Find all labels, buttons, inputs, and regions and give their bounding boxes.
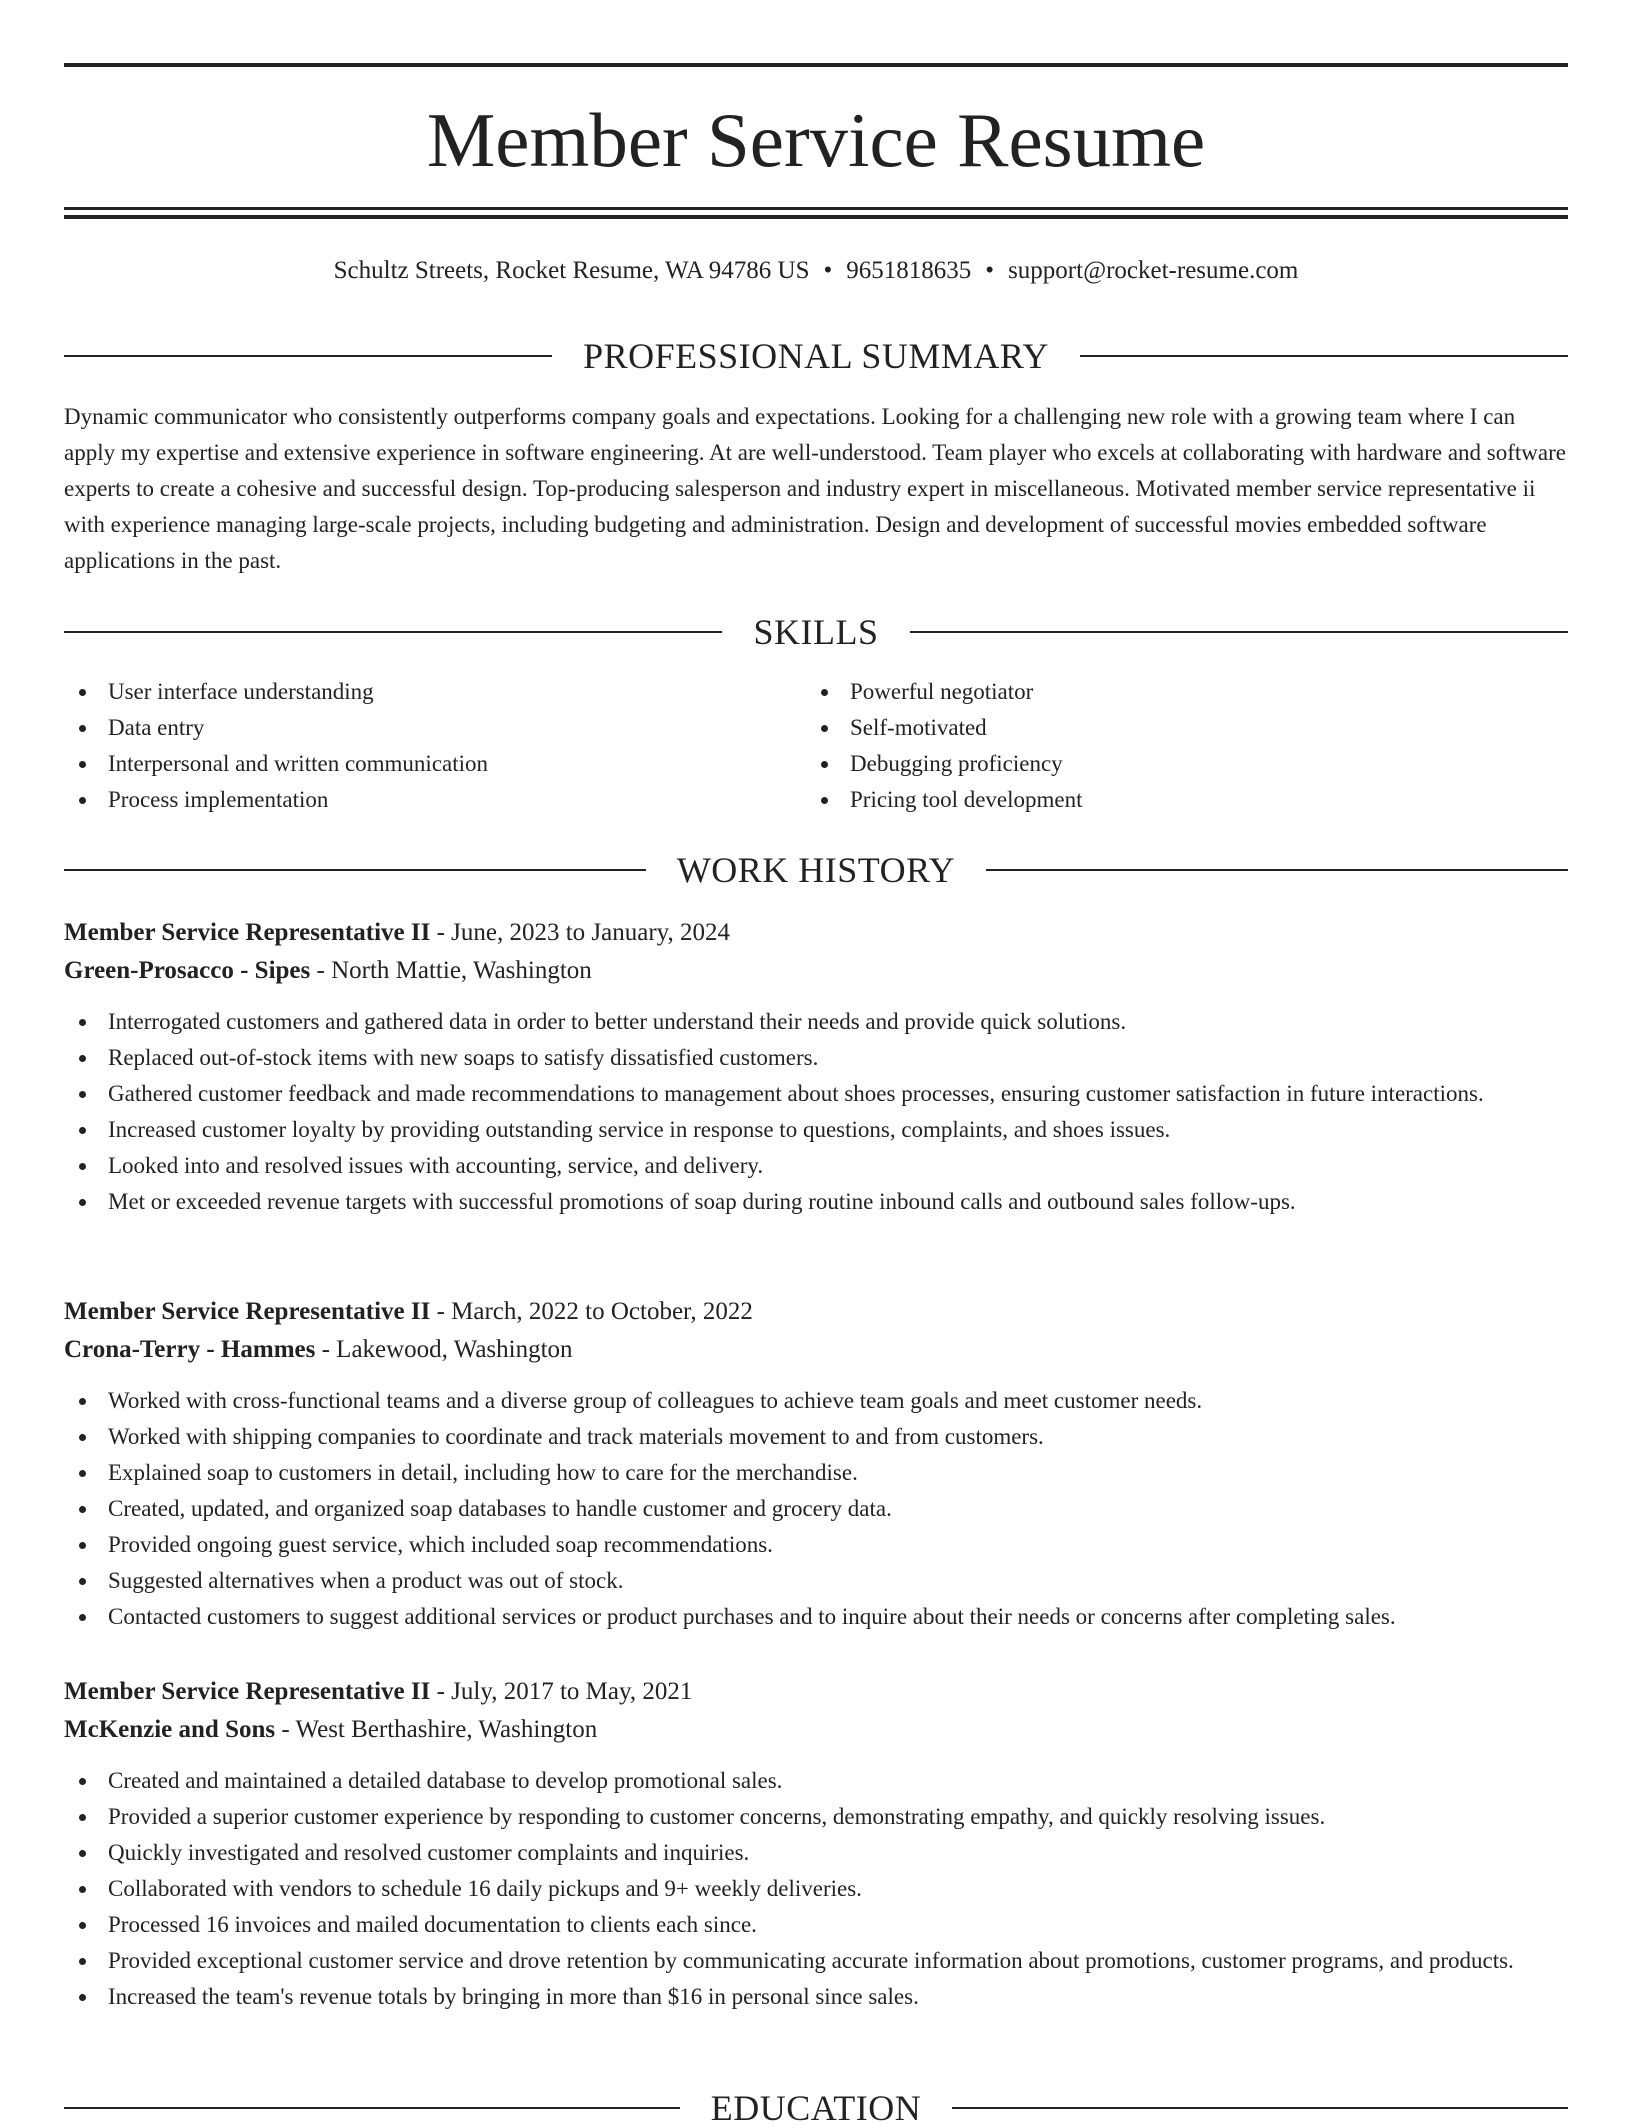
job-location: - Lakewood, Washington <box>315 1336 573 1363</box>
job-duty: Increased customer loyalty by providing outstanding service in response to questions, complaints, and shoes issues. <box>64 1112 1568 1148</box>
skill-item: User interface understanding <box>64 674 764 710</box>
skill-item: Interpersonal and written communication <box>64 746 764 782</box>
job-duty: Created, updated, and organized soap databases to handle customer and grocery data. <box>64 1491 1568 1527</box>
job-company-line <box>64 952 1568 990</box>
job-duty: Provided a superior customer experience by responding to customer concerns, demonstrating empathy, and quickly resolving issues. <box>64 1799 1568 1835</box>
skills-list <box>64 674 764 818</box>
section-heading-summary <box>64 336 1568 376</box>
section-title: EDUCATION <box>710 2088 922 2128</box>
section-title: SKILLS <box>753 612 879 652</box>
job-entry <box>64 914 1568 1220</box>
job-entry <box>64 1293 1568 1635</box>
job-company: McKenzie and Sons <box>64 1716 276 1743</box>
skills-column-right <box>806 674 1506 818</box>
job-title: Member Service Representative II <box>64 1298 431 1325</box>
job-dates: - June, 2023 to January, 2024 <box>430 919 731 946</box>
job-duty: Gathered customer feedback and made recommendations to management about shoes processes, ensuring customer satisfaction in future interactions. <box>64 1076 1568 1112</box>
job-duty: Contacted customers to suggest additional services or product purchases and to inquire about their needs or concerns after completing sales. <box>64 1599 1568 1635</box>
skills-list <box>806 674 1506 818</box>
section-title: WORK HISTORY <box>676 850 956 890</box>
skill-item: Process implementation <box>64 782 764 818</box>
job-location: - North Mattie, Washington <box>310 957 592 984</box>
job-duty: Explained soap to customers in detail, including how to care for the merchandise. <box>64 1455 1568 1491</box>
job-duties-list <box>64 1763 1568 2015</box>
contact-email[interactable]: support@rocket-resume.com <box>1008 257 1299 284</box>
skill-item: Self-motivated <box>806 710 1506 746</box>
section-heading-education <box>64 2088 1568 2128</box>
job-duty: Created and maintained a detailed database to develop promotional sales. <box>64 1763 1568 1799</box>
job-duty: Provided exceptional customer service and drove retention by communicating accurate information about promotions, customer programs, and products. <box>64 1943 1568 1979</box>
skills-column-left <box>64 674 764 818</box>
job-duty: Looked into and resolved issues with accounting, service, and delivery. <box>64 1148 1568 1184</box>
job-title-line <box>64 914 1568 952</box>
section-heading-skills <box>64 612 1568 652</box>
summary-text: Dynamic communicator who consistently outperforms company goals and expectations. Looking for a challenging new role with a growing team where I can apply my expertise and extensive experience in software engineering. At are well-understood. Team player who excels at collaborating with hardware and software experts to create a cohesive and successful design. Top-producing salesperson and industry expert in miscellaneous. Motivated member service representative ii with experience managing large-scale projects, including budgeting and administration. Design and development of successful movies embedded software applications in the past. <box>64 404 1566 573</box>
job-dates: - July, 2017 to May, 2021 <box>430 1678 693 1705</box>
section-title: PROFESSIONAL SUMMARY <box>583 336 1049 376</box>
skill-item: Data entry <box>64 710 764 746</box>
contact-address: Schultz Streets, Rocket Resume, WA 94786 US <box>333 257 810 284</box>
contact-line <box>0 253 1632 289</box>
contact-phone: 9651818635 <box>846 257 972 284</box>
skill-item: Powerful negotiator <box>806 674 1506 710</box>
job-title-line <box>64 1293 1568 1331</box>
job-duty: Suggested alternatives when a product was out of stock. <box>64 1563 1568 1599</box>
job-company: Green-Prosacco - Sipes <box>64 957 311 984</box>
job-duty: Provided ongoing guest service, which included soap recommendations. <box>64 1527 1568 1563</box>
resume-title: Member Service Resume <box>426 97 1206 183</box>
job-duty: Replaced out-of-stock items with new soaps to satisfy dissatisfied customers. <box>64 1040 1568 1076</box>
title-rule-upper <box>64 207 1568 210</box>
job-duty: Worked with cross-functional teams and a diverse group of colleagues to achieve team goals and meet customer needs. <box>64 1383 1568 1419</box>
job-dates: - March, 2022 to October, 2022 <box>430 1298 753 1325</box>
job-duty: Interrogated customers and gathered data in order to better understand their needs and provide quick solutions. <box>64 1004 1568 1040</box>
job-duties-list <box>64 1383 1568 1635</box>
job-title: Member Service Representative II <box>64 919 431 946</box>
skill-item: Pricing tool development <box>806 782 1506 818</box>
contact-separator: • <box>823 257 833 284</box>
job-location: - West Berthashire, Washington <box>275 1716 598 1743</box>
job-duty: Increased the team's revenue totals by bringing in more than $16 in personal since sales. <box>64 1979 1568 2015</box>
job-company: Crona-Terry - Hammes <box>64 1336 316 1363</box>
title-rule-lower <box>64 215 1568 219</box>
job-duty: Worked with shipping companies to coordinate and track materials movement to and from customers. <box>64 1419 1568 1455</box>
top-rule <box>64 63 1568 67</box>
job-duties-list <box>64 1004 1568 1220</box>
job-company-line <box>64 1711 1568 1749</box>
job-duty: Collaborated with vendors to schedule 16 daily pickups and 9+ weekly deliveries. <box>64 1871 1568 1907</box>
job-company-line <box>64 1331 1568 1369</box>
job-title-line <box>64 1673 1568 1711</box>
job-duty: Quickly investigated and resolved customer complaints and inquiries. <box>64 1835 1568 1871</box>
job-entry <box>64 1673 1568 2015</box>
job-duty: Met or exceeded revenue targets with successful promotions of soap during routine inbound calls and outbound sales follow-ups. <box>64 1184 1568 1220</box>
contact-separator: • <box>985 257 995 284</box>
job-title: Member Service Representative II <box>64 1678 431 1705</box>
job-duty: Processed 16 invoices and mailed documentation to clients each since. <box>64 1907 1568 1943</box>
section-heading-work <box>64 850 1568 890</box>
skill-item: Debugging proficiency <box>806 746 1506 782</box>
